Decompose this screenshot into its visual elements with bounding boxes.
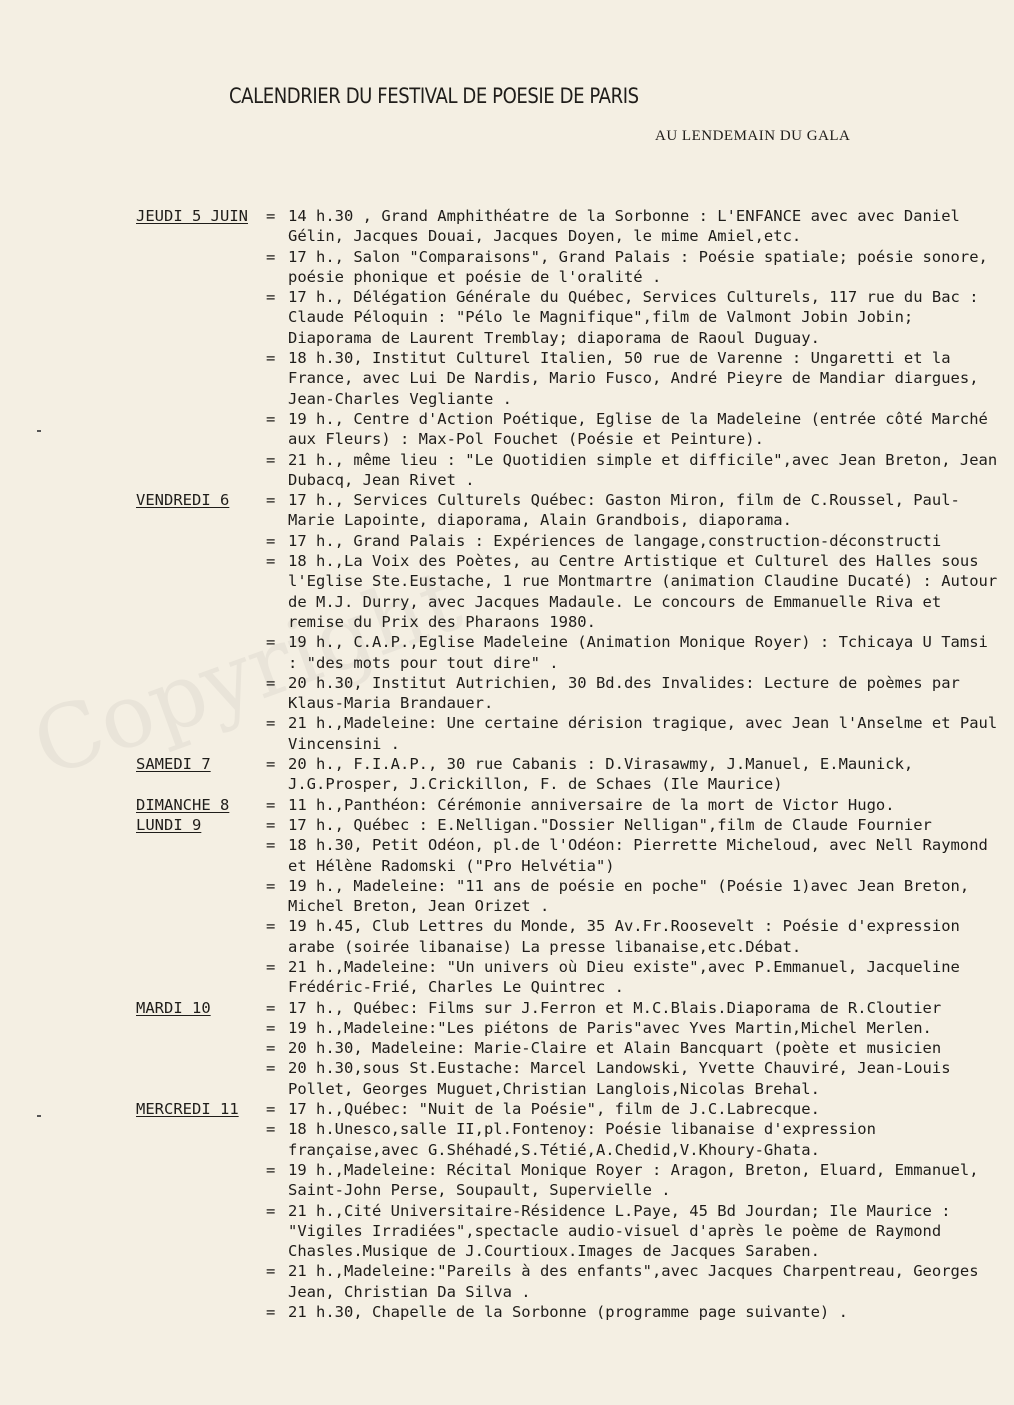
event-entry [266,916,1006,957]
event-marker: = [266,755,276,774]
event-text: 14 h.30 , Grand Amphithéatre de la Sorbonne : L'ENFANCE avec avec Daniel Gélin, Jacques Douai, Jacques Doyen, le mime Amiel,etc. [288,207,970,246]
day-events [266,815,1006,998]
event-text: 18 h.Unesco,salle II,pl.Fontenoy: Poésie libanaise d'expression française,avec G.Shéhadé,S.Tétié,A.Chedid,V.Khoury-Ghata. [288,1120,886,1159]
event-entry [266,835,1006,876]
event-text: 17 h., Services Culturels Québec: Gaston Miron, film de C.Roussel, Paul-Marie Lapointe, diaporama, Alain Grandbois, diaporama. [288,491,960,530]
day-label [136,206,276,226]
event-marker: = [266,1039,276,1058]
event-text: 19 h., C.A.P.,Eglise Madeleine (Animation Monique Royer) : Tchicaya U Tamsi : "des mots pour tout dire" . [288,633,998,672]
event-entry [266,795,1006,815]
event-text: 20 h.30, Institut Autrichien, 30 Bd.des Invalides: Lecture de poèmes par Klaus-Maria Brandauer. [288,673,970,713]
event-text: 17 h.,Québec: "Nuit de la Poésie", film de J.C.Labrecque. [288,1100,820,1119]
event-entry [266,1099,1006,1119]
event-marker: = [266,1262,276,1281]
event-marker: = [266,836,276,855]
event-entry [266,450,1006,491]
day-label-text: SAMEDI 7 [136,755,211,774]
event-entry [266,815,1006,835]
event-text: 19 h.45, Club Lettres du Monde, 35 Av.Fr.Roosevelt : Poésie d'expression arabe (soirée libanaise) La presse libanaise,etc.Débat. [288,917,970,956]
event-text: 20 h.30, Madeleine: Marie-Claire et Alain Bancquart (poète et musicien [288,1039,942,1058]
day-block [136,815,1006,998]
event-marker: = [266,998,276,1017]
event-entry [266,1302,1006,1322]
event-text: 19 h., Madeleine: "11 ans de poésie en poche" (Poésie 1)avec Jean Breton, Michel Breton, Jean Orizet . [288,876,979,916]
event-entry [266,632,1006,673]
page-subtitle: AU LENDEMAIN DU GALA [655,128,851,144]
event-text: 21 h.,Madeleine: "Un univers où Dieu existe",avec P.Emmanuel, Jacqueline Frédéric-Frié, Charles Le Quintrec . [288,957,970,997]
event-entry [266,876,1006,917]
day-block [136,206,1006,490]
event-text: 17 h., Québec : E.Nelligan."Dossier Nelligan",film de Claude Fournier [288,815,932,834]
event-text: 18 h.30, Petit Odéon, pl.de l'Odéon: Pierrette Micheloud, avec Nell Raymond et Hélène Radomski ("Pro Helvétia") [288,836,998,875]
event-marker: = [266,957,276,976]
day-label-text: LUNDI 9 [136,815,202,834]
event-marker: = [266,531,276,550]
day-label [136,998,276,1018]
day-block [136,795,1006,815]
event-entry [266,1018,1006,1038]
event-text: 18 h.30, Institut Culturel Italien, 50 rue de Varenne : Ungaretti et la France, avec Lui De Nardis, Mario Fusco, André Pieyre de Mandiar diargues, Jean-Charles Vegliante . [288,349,988,408]
event-marker: = [266,1303,276,1322]
event-entry [266,713,1006,754]
event-marker: = [266,1201,276,1220]
event-marker: = [266,1100,276,1119]
event-text: 17 h., Salon "Comparaisons", Grand Palais : Poésie spatiale; poésie sonore, poésie phonique et poésie de l'oralité . [288,247,998,286]
event-entry [266,1201,1006,1262]
event-marker: = [266,1120,276,1139]
day-label [136,754,276,774]
event-text: 21 h.,Madeleine: Une certaine dérision tragique, avec Jean l'Anselme et Paul Vincensini . [288,714,1007,753]
event-marker: = [266,409,276,428]
event-marker: = [266,673,276,692]
day-events [266,490,1006,754]
day-events [266,1099,1006,1322]
event-text: 11 h.,Panthéon: Cérémonie anniversaire de la mort de Victor Hugo. [288,795,895,814]
day-label-text: MARDI 10 [136,998,211,1017]
day-label-text: MERCREDI 11 [136,1100,239,1119]
event-entry [266,490,1006,531]
day-events [266,206,1006,490]
event-marker: = [266,1018,276,1037]
event-text: 17 h., Délégation Générale du Québec, Services Culturels, 117 rue du Bac : Claude Péloquin : "Pélo le Magnifique",film de Valmont Jobin Jobin; Diaporama de Laurent Tremblay; diaporama de Raoul Duguay. [288,288,988,347]
event-marker: = [266,552,276,571]
event-marker: = [266,1059,276,1078]
page-title: CALENDRIER DU FESTIVAL DE POESIE DE PARIS [229,84,639,108]
event-marker: = [266,1160,276,1179]
day-label [136,795,276,815]
event-entry [266,409,1006,450]
event-text: 21 h.,Cité Universitaire-Résidence L.Paye, 45 Bd Jourdan; Ile Maurice : "Vigiles Irradiées",spectacle audio-visuel d'après le poème de Raymond Chasles.Musique de J.Courtioux.Images de Jacques Saraben. [288,1201,960,1261]
event-text: 19 h.,Madeleine:"Les piétons de Paris"avec Yves Martin,Michel Merlen. [288,1018,932,1037]
day-label [136,1099,276,1119]
event-text: 17 h., Grand Palais : Expériences de langage,construction-déconstructi [288,531,942,550]
event-text: 20 h.30,sous St.Eustache: Marcel Landowski, Yvette Chauviré, Jean-Louis Pollet, Georges Muguet,Christian Langlois,Nicolas Brehal. [288,1059,960,1098]
event-marker: = [266,450,276,469]
event-entry [266,1119,1006,1160]
day-block [136,754,1006,795]
event-entry [266,1261,1006,1302]
event-text: 20 h., F.I.A.P., 30 rue Cabanis : D.Virasawmy, J.Manuel, E.Maunick, J.G.Prosper, J.Crickillon, F. de Schaes (Ile Maurice) [288,755,923,794]
event-entry [266,551,1006,632]
event-marker: = [266,876,276,895]
event-entry [266,206,1006,247]
event-entry [266,754,1006,795]
event-marker: = [266,491,276,510]
event-entry [266,957,1006,998]
event-text: 19 h.,Madeleine: Récital Monique Royer : Aragon, Breton, Eluard, Emmanuel, Saint-John Perse, Soupault, Supervielle . [288,1160,988,1200]
day-label [136,815,276,835]
event-entry [266,1160,1006,1201]
event-text: 21 h.,Madeleine:"Pareils à des enfants",avec Jacques Charpentreau, Georges Jean, Christian Da Silva . [288,1262,988,1301]
event-entry [266,287,1006,348]
event-text: 17 h., Québec: Films sur J.Ferron et M.C.Blais.Diaporama de R.Cloutier [288,998,942,1017]
margin-mark [37,1115,41,1117]
day-events [266,795,1006,815]
day-block [136,998,1006,1099]
day-events [266,754,1006,795]
event-marker: = [266,349,276,368]
day-label [136,490,276,510]
event-marker: = [266,288,276,307]
event-entry [266,348,1006,409]
event-entry [266,1038,1006,1058]
event-text: 21 h., même lieu : "Le Quotidien simple et difficile",avec Jean Breton, Jean Dubacq, Jean Rivet . [288,450,1007,489]
festival-schedule [136,206,1006,1322]
event-entry [266,998,1006,1018]
event-text: 21 h.30, Chapelle de la Sorbonne (programme page suivante) . [288,1303,848,1322]
day-block [136,490,1006,754]
day-events [266,998,1006,1099]
event-marker: = [266,633,276,652]
event-marker: = [266,247,276,266]
day-label-text: VENDREDI 6 [136,491,230,510]
event-text: 19 h., Centre d'Action Poétique, Eglise de la Madeleine (entrée côté Marché aux Fleurs) : Max-Pol Fouchet (Poésie et Peinture). [288,409,998,449]
day-label-text: DIMANCHE 8 [136,795,230,814]
day-label-text: JEUDI 5 JUIN [136,207,248,225]
day-block [136,1099,1006,1322]
event-marker: = [266,207,276,225]
event-marker: = [266,917,276,936]
event-entry [266,531,1006,551]
event-text: 18 h.,La Voix des Poètes, au Centre Artistique et Culturel des Halles sous l'Eglise Ste.Eustache, 1 rue Montmartre (animation Claudine Ducaté) : Autour de M.J. Durry, avec Jacques Madaule. Le concours de Emmanuelle Riva et remise du Prix des Pharaons 1980. [288,552,1007,631]
event-entry [266,673,1006,714]
event-marker: = [266,815,276,834]
event-entry [266,247,1006,288]
event-marker: = [266,795,276,814]
event-entry [266,1058,1006,1099]
event-marker: = [266,714,276,733]
margin-mark [37,430,41,432]
